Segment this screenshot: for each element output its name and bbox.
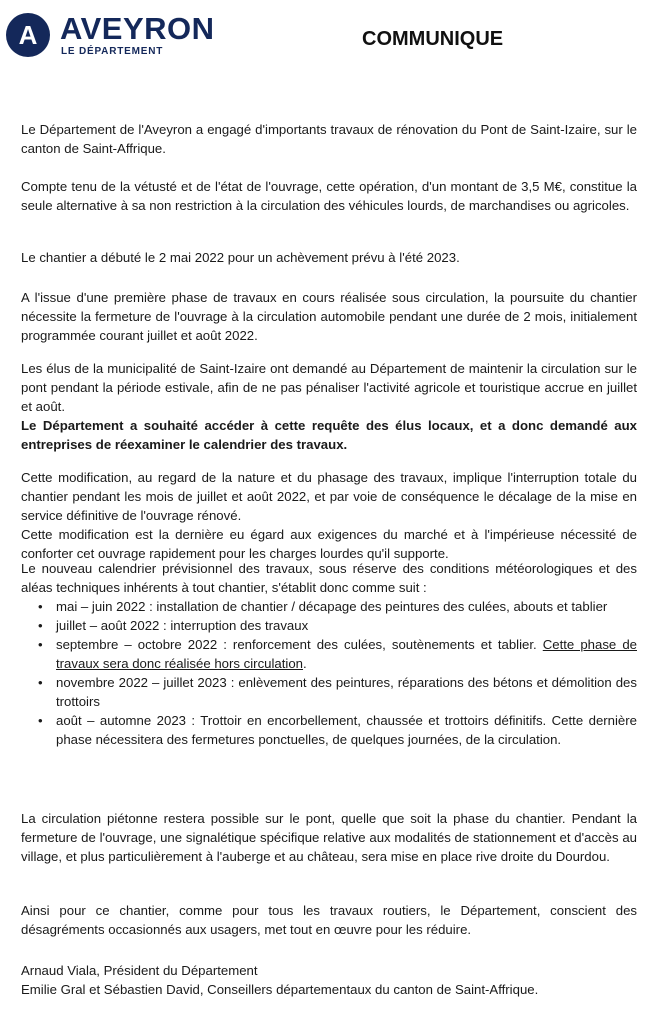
paragraph-4: A l'issue d'une première phase de travaux en cours réalisée sous circulation, la poursuite du chantier nécessite la fermeture de l'ouvrage à la circulation automobile pendant une durée de 2 mois, initialement programmée courant juillet et août 2022. — [21, 290, 637, 343]
paragraph-2: Compte tenu de la vétusté et de l'état de l'ouvrage, cette opération, d'un montant de 3,5 M€, constitue la seule alternative à sa non restriction à la circulation des véhicules lourds, de marchandises ou agricoles. — [21, 179, 637, 213]
logo-mark-icon: A — [6, 13, 50, 57]
list-item — [38, 597, 637, 616]
aveyron-logo — [6, 11, 215, 57]
paragraph-5: Les élus de la municipalité de Saint-Izaire ont demandé au Département de maintenir la circulation sur le pont pendant la période estivale, afin de ne pas pénaliser l'activité agricole et touristique accrue en juillet et août. — [21, 361, 637, 414]
paragraph-8: La circulation piétonne restera possible sur le pont, quelle que soit la phase du chantier. Pendant la fermeture de l'ouvrage, une signalétique spécifique relative aux modalités de stationnement et d'accès au village, et plus particulièrement à l'auberge et au château, sera mise en place rive droite du Dourdou. — [21, 811, 637, 864]
paragraph-3: Le chantier a débuté le 2 mai 2022 pour un achèvement prévu à l'été 2023. — [21, 250, 460, 265]
list-item-underlined: Cette phase de travaux sera donc réalisée hors circulation — [56, 637, 637, 671]
paragraph-5-bold: Le Département a souhaité accéder à cette requête des élus locaux, et a donc demandé aux entreprises de réexaminer le calendrier des travaux. — [21, 418, 637, 452]
list-item — [38, 711, 637, 749]
list-item-after: . — [303, 656, 307, 671]
paragraph-6b: Cette modification est la dernière eu égard aux exigences du marché et à l'impérieuse nécessité de conforter cet ouvrage rapidement pour les charges lourdes qu'il supporte. — [21, 527, 637, 561]
list-item — [38, 616, 637, 635]
paragraph-6: Cette modification, au regard de la nature et du phasage des travaux, implique l'interruption totale du chantier pendant les mois de juillet et août 2022, et par voie de conséquence le décalage de la mise en service définitive de l'ouvrage rénové. — [21, 470, 637, 523]
paragraph-1: Le Département de l'Aveyron a engagé d'importants travaux de rénovation du Pont de Saint-Izaire, sur le canton de Saint-Affrique. — [21, 122, 637, 156]
logo-name: AVEYRON — [60, 11, 215, 46]
schedule-list — [38, 597, 637, 749]
list-item-text: mai – juin 2022 : installation de chantier / décapage des peintures des culées, abouts et tablier — [56, 599, 608, 614]
list-item-text: septembre – octobre 2022 : renforcement des culées, soutènements et tablier. — [56, 637, 543, 652]
paragraph-7: Le nouveau calendrier prévisionnel des travaux, sous réserve des conditions météorologiques et des aléas techniques inhérents à tout chantier, s'établit donc comme suit : — [21, 561, 637, 595]
list-item-text: août – automne 2023 : Trottoir en encorbellement, chaussée et trottoirs définitifs. Cette dernière phase nécessitera des fermetures ponctuelles, de quelques journées, de la circulation. — [56, 713, 637, 747]
paragraph-9: Ainsi pour ce chantier, comme pour tous les travaux routiers, le Département, conscient des désagréments occasionnés aux usagers, met tout en œuvre pour les réduire. — [21, 903, 637, 937]
signature-2: Emilie Gral et Sébastien David, Conseillers départementaux du canton de Saint-Affrique. — [21, 982, 539, 997]
list-item-text: juillet – août 2022 : interruption des travaux — [56, 618, 309, 633]
logo-subtitle: LE DÉPARTEMENT — [61, 46, 164, 57]
list-item — [38, 673, 637, 711]
page-title: COMMUNIQUE — [362, 28, 504, 50]
signature-1: Arnaud Viala, Président du Département — [21, 963, 258, 978]
list-item-text: novembre 2022 – juillet 2023 : enlèvement des peintures, réparations des bétons et démolition des trottoirs — [56, 675, 637, 709]
list-item — [38, 635, 637, 673]
